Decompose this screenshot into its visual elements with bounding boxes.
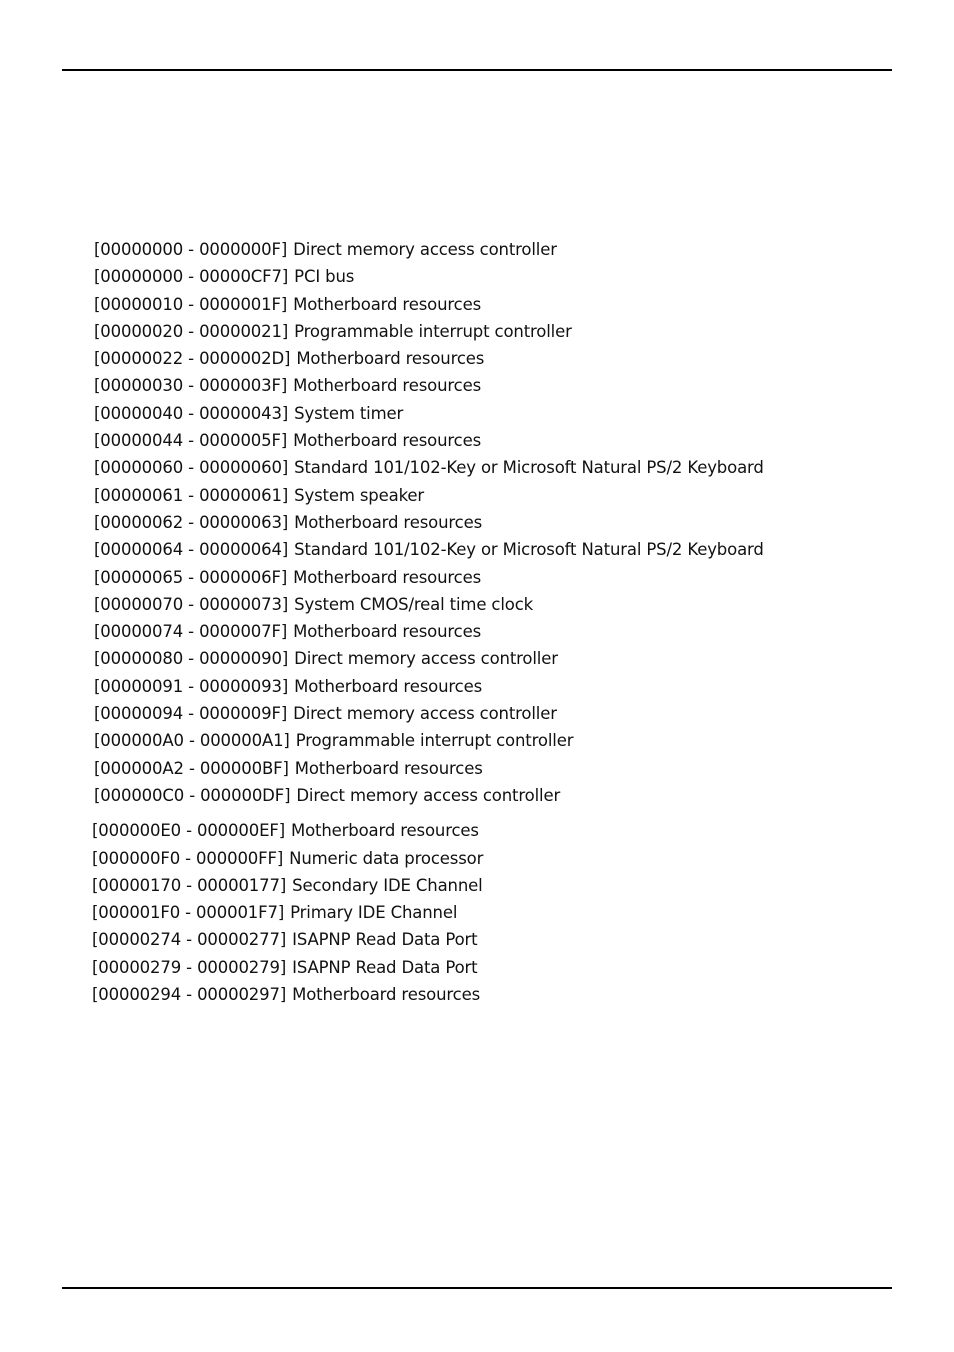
list-item: [94, 564, 764, 591]
list-item: [92, 872, 764, 899]
device-name: System speaker: [294, 485, 425, 505]
device-name: PCI bus: [294, 267, 355, 287]
list-item: [94, 782, 764, 809]
device-name: Numeric data processor: [289, 848, 484, 868]
list-item: [94, 454, 764, 481]
list-item: [92, 954, 764, 981]
io-range: [00000000 - 00000CF7]: [94, 267, 289, 287]
io-range: [00000010 - 0000001F]: [94, 294, 288, 314]
device-name: Secondary IDE Channel: [292, 875, 483, 895]
list-item: [94, 755, 764, 782]
device-name: Standard 101/102-Key or Microsoft Natural PS/2 Keyboard: [294, 540, 764, 560]
list-item: [92, 817, 764, 844]
io-range: [00000274 - 00000277]: [92, 930, 287, 950]
io-range: [00000061 - 00000061]: [94, 485, 289, 505]
list-item: [94, 236, 764, 263]
device-name: Motherboard resources: [293, 622, 482, 642]
io-range: [000000E0 - 000000EF]: [92, 821, 285, 841]
io-range: [00000279 - 00000279]: [92, 957, 287, 977]
device-name: Direct memory access controller: [293, 240, 557, 259]
device-name: ISAPNP Read Data Port: [292, 930, 478, 950]
list-item: [94, 618, 764, 645]
io-range: [00000074 - 0000007F]: [94, 622, 288, 642]
io-range: [000001F0 - 000001F7]: [92, 903, 285, 923]
device-name: Programmable interrupt controller: [295, 731, 574, 751]
io-range: [000000A2 - 000000BF]: [94, 758, 289, 778]
list-item: [92, 845, 764, 872]
device-name: Motherboard resources: [293, 567, 482, 587]
list-item: [94, 482, 764, 509]
io-range: [00000080 - 00000090]: [94, 649, 289, 669]
list-item: [94, 727, 764, 754]
io-range: [00000064 - 00000064]: [94, 540, 289, 560]
io-range: [000000A0 - 000000A1]: [94, 731, 290, 751]
list-item: [92, 981, 764, 1008]
device-name: Motherboard resources: [290, 821, 479, 841]
device-name: Standard 101/102-Key or Microsoft Natural PS/2 Keyboard: [294, 458, 764, 478]
list-item: [92, 899, 764, 926]
io-range: [00000040 - 00000043]: [94, 403, 289, 423]
list-item: [94, 591, 764, 618]
device-name: System CMOS/real time clock: [294, 594, 534, 614]
io-range: [00000020 - 00000021]: [94, 321, 289, 341]
list-item: [94, 345, 764, 372]
io-range: [00000091 - 00000093]: [94, 676, 289, 696]
io-range: [00000294 - 00000297]: [92, 985, 287, 1005]
list-item: [94, 673, 764, 700]
io-range: [00000170 - 00000177]: [92, 875, 287, 895]
io-range: [00000022 - 0000002D]: [94, 349, 291, 369]
device-name: System timer: [294, 403, 404, 423]
list-item: [94, 400, 764, 427]
device-name: Direct memory access controller: [294, 649, 558, 669]
io-range: [00000044 - 0000005F]: [94, 431, 288, 451]
io-range: [00000000 - 0000000F]: [94, 240, 288, 259]
io-range: [00000030 - 0000003F]: [94, 376, 288, 396]
device-name: Motherboard resources: [294, 758, 483, 778]
device-name: ISAPNP Read Data Port: [292, 957, 478, 977]
list-item: [94, 427, 764, 454]
device-name: Primary IDE Channel: [290, 903, 458, 923]
device-name: Direct memory access controller: [293, 704, 557, 724]
io-range: [00000062 - 00000063]: [94, 512, 289, 532]
device-name: Programmable interrupt controller: [294, 321, 572, 341]
list-item: [94, 645, 764, 672]
io-range-list: [94, 236, 764, 1008]
list-item: [94, 263, 764, 290]
list-item: [92, 926, 764, 953]
io-range: [000000C0 - 000000DF]: [94, 785, 291, 805]
header-rule: [62, 69, 892, 71]
footer-rule: [62, 1287, 892, 1289]
list-item: [94, 372, 764, 399]
device-name: Motherboard resources: [294, 676, 483, 696]
list-item: [94, 536, 764, 563]
io-range: [00000070 - 00000073]: [94, 594, 289, 614]
device-name: Direct memory access controller: [296, 785, 561, 805]
list-item: [94, 318, 764, 345]
io-range: [00000060 - 00000060]: [94, 458, 289, 478]
device-name: Motherboard resources: [292, 985, 481, 1005]
list-item: [94, 509, 764, 536]
device-name: Motherboard resources: [296, 349, 485, 369]
device-name: Motherboard resources: [293, 376, 482, 396]
io-range: [00000065 - 0000006F]: [94, 567, 288, 587]
device-name: Motherboard resources: [294, 512, 483, 532]
io-range: [000000F0 - 000000FF]: [92, 848, 284, 868]
list-item: [94, 700, 764, 727]
device-name: Motherboard resources: [293, 431, 482, 451]
io-range: [00000094 - 0000009F]: [94, 704, 288, 724]
list-item: [94, 291, 764, 318]
device-name: Motherboard resources: [293, 294, 482, 314]
